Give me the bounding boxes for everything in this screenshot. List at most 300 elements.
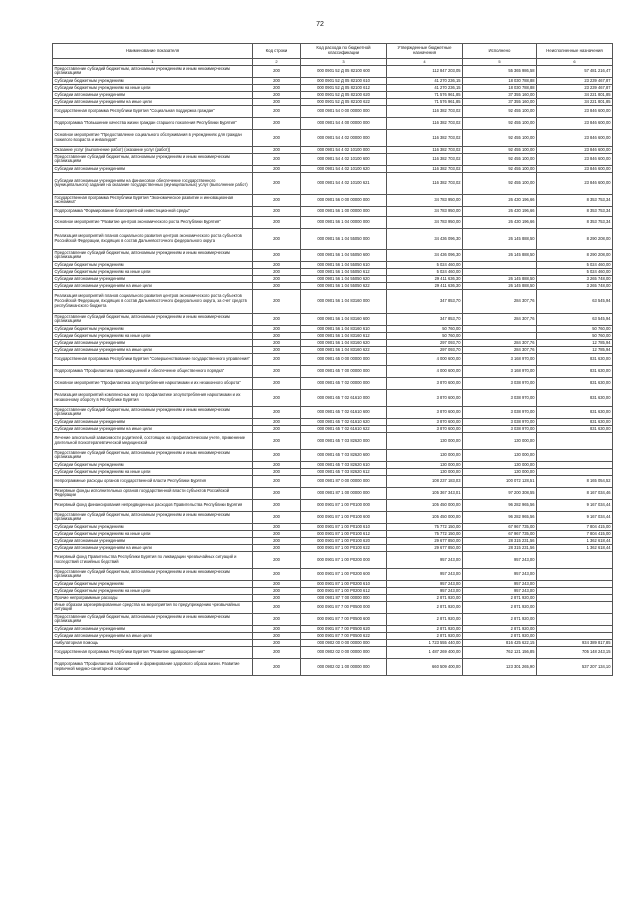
row-remaining: 5 024 460,00 bbox=[537, 268, 613, 275]
row-approved: 29 677 850,00 bbox=[387, 537, 463, 544]
row-remaining bbox=[537, 461, 613, 468]
row-remaining: 23 239 467,87 bbox=[537, 77, 613, 84]
row-name: Субсидии автономным учреждениям bbox=[53, 537, 253, 544]
row-name: Предоставление субсидий бюджетным, автономным учреждениям и иным некоммерческим организациям bbox=[53, 65, 253, 77]
table-row bbox=[53, 418, 613, 425]
row-name: Подпрограмма "Профилактика правонарушений и обеспечение общественного порядка" bbox=[53, 365, 253, 377]
row-executed bbox=[463, 261, 537, 268]
column-number: 6 bbox=[537, 59, 613, 66]
table-row bbox=[53, 172, 613, 194]
table-row bbox=[53, 228, 613, 249]
row-line-code: 200 bbox=[253, 289, 301, 313]
row-remaining: 8 165 054,52 bbox=[537, 475, 613, 487]
row-executed: 92 455 100,00 bbox=[463, 172, 537, 194]
row-line-code: 200 bbox=[253, 105, 301, 117]
row-name: Иные образом зарезервированные средства на мероприятия по предупреждению чрезвычайных ситуаций bbox=[53, 601, 253, 613]
row-line-code: 200 bbox=[253, 511, 301, 523]
row-approved: 34 783 950,00 bbox=[387, 194, 463, 206]
row-executed: 2 871 920,00 bbox=[463, 594, 537, 601]
row-line-code: 200 bbox=[253, 639, 301, 646]
row-approved: 34 436 096,30 bbox=[387, 249, 463, 261]
table-row bbox=[53, 346, 613, 353]
table-row bbox=[53, 275, 613, 282]
row-budget-code: 000 0901 56 1 04 83160 620 bbox=[301, 339, 387, 346]
row-approved: 29 411 636,30 bbox=[387, 282, 463, 289]
row-executed: 26 145 888,50 bbox=[463, 228, 537, 249]
row-remaining bbox=[537, 601, 613, 613]
row-name: Предоставление субсидий бюджетным, автономным учреждениям и иным некоммерческим организациям bbox=[53, 406, 253, 418]
row-executed: 2 871 920,00 bbox=[463, 613, 537, 625]
row-name: Субсидии автономным учреждениям на иные цели bbox=[53, 425, 253, 432]
row-executed: 26 145 888,50 bbox=[463, 282, 537, 289]
row-approved: 75 772 150,00 bbox=[387, 523, 463, 530]
row-approved: 1 723 555 440,00 bbox=[387, 639, 463, 646]
row-approved: 71 576 961,85 bbox=[387, 91, 463, 98]
row-name: Предоставление субсидий бюджетным, автономным учреждениям и иным некоммерческим организациям bbox=[53, 249, 253, 261]
table-row bbox=[53, 206, 613, 216]
row-budget-code: 000 0901 54 4 00 00000 000 bbox=[301, 117, 387, 129]
row-budget-code: 000 0902 00 0 00 00000 000 bbox=[301, 639, 387, 646]
row-budget-code: 000 0901 54 4 02 10100 620 bbox=[301, 165, 387, 172]
row-approved: 116 382 703,02 bbox=[387, 117, 463, 129]
row-line-code: 200 bbox=[253, 551, 301, 568]
row-remaining: 831 630,00 bbox=[537, 365, 613, 377]
row-budget-code: 000 0901 54 4 02 00000 000 bbox=[301, 129, 387, 146]
row-remaining bbox=[537, 568, 613, 580]
row-name: Основное мероприятие "Профилактика злоупотребления наркотиками и их незаконного оборота" bbox=[53, 377, 253, 389]
column-number-row bbox=[53, 59, 613, 66]
row-budget-code: 000 0901 54 4 02 10100 000 bbox=[301, 146, 387, 153]
row-budget-code: 000 0901 87 1 00 Р0200 600 bbox=[301, 568, 387, 580]
row-budget-code: 000 0901 56 1 04 55050 610 bbox=[301, 261, 387, 268]
row-executed: 26 430 196,66 bbox=[463, 194, 537, 206]
row-remaining: 3 265 748,00 bbox=[537, 275, 613, 282]
row-budget-code: 000 0901 87 1 00 Р0100 600 bbox=[301, 511, 387, 523]
row-executed: 97 200 308,55 bbox=[463, 487, 537, 499]
row-name: Реализация мероприятий планов социального развития центров экономического роста субъектов Российской Федерации, входящих в состав Дальневосточного федерального округа, за счет средств республиканского бюджета bbox=[53, 289, 253, 313]
row-name: Субсидии бюджетным учреждениям bbox=[53, 523, 253, 530]
row-approved: 130 000,00 bbox=[387, 468, 463, 475]
table-row bbox=[53, 551, 613, 568]
row-budget-code: 000 0901 87 7 00 Р0500 000 bbox=[301, 601, 387, 613]
row-budget-code: 000 0901 52 Д 05 82100 622 bbox=[301, 98, 387, 105]
row-line-code: 200 bbox=[253, 389, 301, 406]
row-approved: 105 367 343,01 bbox=[387, 487, 463, 499]
row-approved: 108 237 183,03 bbox=[387, 475, 463, 487]
row-executed: 28 315 231,56 bbox=[463, 537, 537, 544]
row-approved: 5 024 460,00 bbox=[387, 268, 463, 275]
table-row bbox=[53, 377, 613, 389]
row-budget-code: 000 0901 87 7 00 Р0500 622 bbox=[301, 632, 387, 639]
row-executed: 67 967 735,00 bbox=[463, 530, 537, 537]
row-executed: 957 243,00 bbox=[463, 551, 537, 568]
row-line-code: 200 bbox=[253, 461, 301, 468]
row-executed: 96 282 965,56 bbox=[463, 499, 537, 511]
row-remaining: 23 846 600,00 bbox=[537, 105, 613, 117]
row-remaining: 23 239 467,87 bbox=[537, 84, 613, 91]
table-row bbox=[53, 406, 613, 418]
row-line-code: 200 bbox=[253, 98, 301, 105]
row-budget-code: 000 0901 87 1 00 Р0100 610 bbox=[301, 523, 387, 530]
table-row bbox=[53, 468, 613, 475]
table-row bbox=[53, 117, 613, 129]
row-budget-code: 000 0901 65 7 00 00000 000 bbox=[301, 365, 387, 377]
table-row bbox=[53, 165, 613, 172]
row-approved: 347 853,70 bbox=[387, 313, 463, 325]
table-row bbox=[53, 146, 613, 153]
table-row bbox=[53, 632, 613, 639]
table-row bbox=[53, 194, 613, 206]
row-remaining bbox=[537, 587, 613, 594]
row-executed: 816 425 622,15 bbox=[463, 639, 537, 646]
table-row bbox=[53, 129, 613, 146]
row-line-code: 200 bbox=[253, 658, 301, 675]
table-body bbox=[53, 65, 613, 675]
row-executed: 762 121 156,85 bbox=[463, 646, 537, 658]
row-approved: 4 000 600,00 bbox=[387, 353, 463, 365]
table-row bbox=[53, 84, 613, 91]
row-remaining: 8 353 753,34 bbox=[537, 206, 613, 216]
row-remaining: 831 630,00 bbox=[537, 406, 613, 418]
row-line-code: 200 bbox=[253, 632, 301, 639]
row-approved: 957 243,00 bbox=[387, 580, 463, 587]
row-budget-code: 000 0901 87 0 00 00000 000 bbox=[301, 475, 387, 487]
row-executed: 2 871 920,00 bbox=[463, 632, 537, 639]
row-approved: 2 871 920,00 bbox=[387, 594, 463, 601]
row-executed bbox=[463, 325, 537, 332]
row-name: Подпрограмма "Повышение качества жизни граждан старшего поколения Республики Бурятия" bbox=[53, 117, 253, 129]
row-budget-code: 000 0901 65 7 02 00000 000 bbox=[301, 377, 387, 389]
table-row bbox=[53, 389, 613, 406]
table-row bbox=[53, 261, 613, 268]
row-budget-code: 000 0902 02 0 00 00000 000 bbox=[301, 646, 387, 658]
row-line-code: 200 bbox=[253, 165, 301, 172]
row-budget-code: 000 0901 56 1 04 83160 000 bbox=[301, 289, 387, 313]
row-budget-code: 000 0901 56 1 00 00000 000 bbox=[301, 206, 387, 216]
row-name: Предоставление субсидий бюджетным, автономным учреждениям и иным некоммерческим организациям bbox=[53, 153, 253, 165]
table-row bbox=[53, 658, 613, 675]
header-budget-code: Код расхода по бюджетной классификации bbox=[301, 44, 387, 59]
table-row bbox=[53, 105, 613, 117]
table-row bbox=[53, 65, 613, 77]
row-remaining: 831 630,00 bbox=[537, 418, 613, 425]
row-approved: 297 093,70 bbox=[387, 346, 463, 353]
row-line-code: 200 bbox=[253, 587, 301, 594]
column-number: 2 bbox=[253, 59, 301, 66]
row-remaining: 3 265 748,00 bbox=[537, 282, 613, 289]
table-row bbox=[53, 432, 613, 449]
row-line-code: 200 bbox=[253, 625, 301, 632]
row-remaining: 8 167 034,46 bbox=[537, 487, 613, 499]
row-approved: 3 870 600,00 bbox=[387, 425, 463, 432]
row-name: Оказание услуг (выполнение работ) (оказание услуг (работ)) bbox=[53, 146, 253, 153]
row-name: Основное мероприятие "Развитие центров экономического роста Республики Бурятия" bbox=[53, 216, 253, 228]
row-budget-code: 000 0901 56 1 04 83160 612 bbox=[301, 332, 387, 339]
table-header-row bbox=[53, 44, 613, 59]
row-line-code: 200 bbox=[253, 406, 301, 418]
row-name: Прочие непрограммные расходы bbox=[53, 594, 253, 601]
row-remaining: 8 290 208,00 bbox=[537, 228, 613, 249]
row-name: Субсидии бюджетным учреждениям bbox=[53, 261, 253, 268]
row-executed: 92 455 100,00 bbox=[463, 117, 537, 129]
table-row bbox=[53, 339, 613, 346]
row-line-code: 200 bbox=[253, 194, 301, 206]
table-row bbox=[53, 153, 613, 165]
table-row bbox=[53, 499, 613, 511]
row-name: Субсидии бюджетным учреждениям bbox=[53, 580, 253, 587]
row-name: Субсидии автономным учреждениям на финансовое обеспечение государственного (муниципального) задания на оказание государственных (муниципальных) услуг (выполнение работ) bbox=[53, 172, 253, 194]
row-executed: 92 455 100,00 bbox=[463, 129, 537, 146]
row-name: Государственная программа Республики Бурятия "Совершенствование государственного управления" bbox=[53, 353, 253, 365]
row-line-code: 200 bbox=[253, 468, 301, 475]
row-line-code: 200 bbox=[253, 544, 301, 551]
row-budget-code: 000 0901 65 7 03 82620 000 bbox=[301, 432, 387, 449]
row-name: Государственная программа Республики Бурятия "Социальная поддержка граждан" bbox=[53, 105, 253, 117]
row-remaining: 537 207 134,10 bbox=[537, 658, 613, 675]
row-budget-code: 000 0901 65 7 03 82620 600 bbox=[301, 449, 387, 461]
row-budget-code: 000 0901 87 7 00 Р0500 600 bbox=[301, 613, 387, 625]
row-budget-code: 000 0901 87 1 00 00000 000 bbox=[301, 487, 387, 499]
row-budget-code: 000 0901 56 1 04 55050 612 bbox=[301, 268, 387, 275]
row-approved: 116 382 703,02 bbox=[387, 146, 463, 153]
row-line-code: 200 bbox=[253, 530, 301, 537]
row-budget-code: 000 0901 87 1 00 Р0100 622 bbox=[301, 544, 387, 551]
row-remaining: 1 362 618,44 bbox=[537, 537, 613, 544]
row-line-code: 200 bbox=[253, 282, 301, 289]
row-remaining: 9 167 034,44 bbox=[537, 511, 613, 523]
row-remaining bbox=[537, 432, 613, 449]
row-line-code: 200 bbox=[253, 568, 301, 580]
table-row bbox=[53, 313, 613, 325]
row-executed: 26 145 888,50 bbox=[463, 275, 537, 282]
row-name: Предоставление субсидий бюджетным, автономным учреждениям и иным некоммерческим организациям bbox=[53, 511, 253, 523]
row-remaining bbox=[537, 580, 613, 587]
row-line-code: 200 bbox=[253, 594, 301, 601]
row-executed: 37 355 160,00 bbox=[463, 98, 537, 105]
row-executed: 28 315 231,56 bbox=[463, 544, 537, 551]
row-executed: 957 243,00 bbox=[463, 568, 537, 580]
row-name: Субсидии автономным учреждениям на иные цели bbox=[53, 632, 253, 639]
row-name: Субсидии автономным учреждениям на иные цели bbox=[53, 346, 253, 353]
row-approved: 2 871 920,00 bbox=[387, 613, 463, 625]
row-executed: 3 038 970,00 bbox=[463, 389, 537, 406]
table-row bbox=[53, 365, 613, 377]
row-executed: 3 168 970,00 bbox=[463, 353, 537, 365]
row-remaining: 50 760,00 bbox=[537, 332, 613, 339]
row-line-code: 200 bbox=[253, 172, 301, 194]
row-approved: 130 000,00 bbox=[387, 449, 463, 461]
column-number: 3 bbox=[301, 59, 387, 66]
row-budget-code: 000 0901 65 7 02 61610 622 bbox=[301, 425, 387, 432]
row-budget-code: 000 0901 65 7 02 61610 000 bbox=[301, 389, 387, 406]
table-row bbox=[53, 282, 613, 289]
row-executed bbox=[463, 332, 537, 339]
row-remaining: 9 167 034,44 bbox=[537, 499, 613, 511]
row-remaining bbox=[537, 551, 613, 568]
row-line-code: 200 bbox=[253, 365, 301, 377]
row-name: Предоставление субсидий бюджетным, автономным учреждениям и иным некоммерческим организациям bbox=[53, 568, 253, 580]
row-approved: 3 870 600,00 bbox=[387, 377, 463, 389]
row-budget-code: 000 0902 02 1 00 00000 000 bbox=[301, 658, 387, 675]
row-approved: 29 677 850,00 bbox=[387, 544, 463, 551]
row-executed: 18 030 788,88 bbox=[463, 77, 537, 84]
row-executed bbox=[463, 268, 537, 275]
table-row bbox=[53, 646, 613, 658]
table-row bbox=[53, 594, 613, 601]
row-approved: 105 450 000,00 bbox=[387, 511, 463, 523]
row-approved: 957 243,00 bbox=[387, 587, 463, 594]
row-approved: 34 436 096,30 bbox=[387, 228, 463, 249]
header-line-code: Код строки bbox=[253, 44, 301, 59]
row-executed: 100 072 128,51 bbox=[463, 475, 537, 487]
row-executed: 26 430 196,66 bbox=[463, 216, 537, 228]
row-name: Основное мероприятие "Предоставление социального обслуживания в учреждениях для граждан пожилого возраста и инвалидов" bbox=[53, 129, 253, 146]
row-remaining bbox=[537, 625, 613, 632]
row-approved: 957 243,00 bbox=[387, 551, 463, 568]
row-line-code: 200 bbox=[253, 228, 301, 249]
row-budget-code: 000 0901 56 1 04 55050 622 bbox=[301, 282, 387, 289]
table-row bbox=[53, 461, 613, 468]
row-executed: 96 282 965,56 bbox=[463, 511, 537, 523]
row-name: Субсидии бюджетным учреждениям bbox=[53, 325, 253, 332]
row-line-code: 200 bbox=[253, 129, 301, 146]
row-name: Субсидии бюджетным учреждениям bbox=[53, 461, 253, 468]
row-executed: 284 307,76 bbox=[463, 339, 537, 346]
row-approved: 116 382 703,02 bbox=[387, 105, 463, 117]
row-approved: 116 382 703,02 bbox=[387, 153, 463, 165]
row-line-code: 200 bbox=[253, 353, 301, 365]
row-budget-code: 000 0901 65 7 02 61610 600 bbox=[301, 406, 387, 418]
row-line-code: 200 bbox=[253, 332, 301, 339]
row-line-code: 200 bbox=[253, 153, 301, 165]
row-remaining: 831 630,00 bbox=[537, 377, 613, 389]
table-row bbox=[53, 353, 613, 365]
row-approved: 116 382 703,02 bbox=[387, 129, 463, 146]
table-row bbox=[53, 475, 613, 487]
row-budget-code: 000 0901 54 4 02 10100 600 bbox=[301, 153, 387, 165]
row-line-code: 200 bbox=[253, 346, 301, 353]
row-approved: 41 270 236,15 bbox=[387, 77, 463, 84]
table-row bbox=[53, 601, 613, 613]
row-line-code: 200 bbox=[253, 261, 301, 268]
row-remaining: 831 630,00 bbox=[537, 353, 613, 365]
row-executed: 2 871 920,00 bbox=[463, 601, 537, 613]
row-budget-code: 000 0901 52 Д 05 82100 610 bbox=[301, 77, 387, 84]
row-budget-code: 000 0901 56 1 04 83160 600 bbox=[301, 313, 387, 325]
row-line-code: 200 bbox=[253, 646, 301, 658]
row-approved: 3 870 600,00 bbox=[387, 418, 463, 425]
row-name: Субсидии автономным учреждениям на иные цели bbox=[53, 282, 253, 289]
row-approved: 105 450 000,00 bbox=[387, 499, 463, 511]
row-approved: 5 024 460,00 bbox=[387, 261, 463, 268]
row-line-code: 200 bbox=[253, 268, 301, 275]
row-name: Субсидии автономным учреждениям bbox=[53, 625, 253, 632]
table-row bbox=[53, 613, 613, 625]
table-row bbox=[53, 268, 613, 275]
row-remaining bbox=[537, 613, 613, 625]
row-line-code: 200 bbox=[253, 249, 301, 261]
row-budget-code: 000 0901 52 Д 05 82100 600 bbox=[301, 65, 387, 77]
row-remaining: 831 630,00 bbox=[537, 389, 613, 406]
table-row bbox=[53, 523, 613, 530]
row-line-code: 200 bbox=[253, 84, 301, 91]
row-approved: 130 000,00 bbox=[387, 461, 463, 468]
row-remaining: 23 846 600,00 bbox=[537, 153, 613, 165]
row-executed: 284 307,76 bbox=[463, 313, 537, 325]
row-line-code: 200 bbox=[253, 146, 301, 153]
row-name: Подпрограмма "Профилактика заболеваний и формирование здорового образа жизни. Развитие первичной медико-санитарной помощи" bbox=[53, 658, 253, 675]
row-line-code: 200 bbox=[253, 216, 301, 228]
row-line-code: 200 bbox=[253, 275, 301, 282]
row-name: Субсидии бюджетным учреждениям на иные цели bbox=[53, 332, 253, 339]
row-name: Предоставление субсидий бюджетным, автономным учреждениям и иным некоммерческим организациям bbox=[53, 613, 253, 625]
row-budget-code: 000 0901 87 7 00 Р0500 620 bbox=[301, 625, 387, 632]
row-name: Субсидии бюджетным учреждениям на иные цели bbox=[53, 268, 253, 275]
row-remaining: 50 760,00 bbox=[537, 325, 613, 332]
row-remaining: 23 846 600,00 bbox=[537, 146, 613, 153]
row-remaining: 5 024 460,00 bbox=[537, 261, 613, 268]
row-budget-code: 000 0901 54 4 02 10100 621 bbox=[301, 172, 387, 194]
row-line-code: 200 bbox=[253, 117, 301, 129]
row-remaining: 705 148 243,15 bbox=[537, 646, 613, 658]
row-remaining: 23 846 600,00 bbox=[537, 117, 613, 129]
row-executed: 284 307,76 bbox=[463, 289, 537, 313]
row-name: Лечение алкогольной зависимости родителей, состоящих на профилактическом учете, применение длительной психотерапевтической медицинской bbox=[53, 432, 253, 449]
table-row bbox=[53, 639, 613, 646]
row-budget-code: 000 0901 56 1 04 55050 000 bbox=[301, 228, 387, 249]
row-executed: 26 145 888,50 bbox=[463, 249, 537, 261]
row-budget-code: 000 0901 56 1 04 00000 000 bbox=[301, 216, 387, 228]
budget-execution-table bbox=[52, 43, 613, 676]
table-row bbox=[53, 537, 613, 544]
column-number: 5 bbox=[463, 59, 537, 66]
row-name: Резервный фонд финансирования непредвиденных расходов Правительства Республики Бурятия bbox=[53, 499, 253, 511]
row-remaining: 23 846 600,00 bbox=[537, 172, 613, 194]
row-executed: 2 871 920,00 bbox=[463, 625, 537, 632]
row-line-code: 200 bbox=[253, 418, 301, 425]
row-remaining: 12 785,94 bbox=[537, 339, 613, 346]
row-name: Реализация мероприятий комплексных мер по профилактике злоупотребления наркотиками и их незаконному обороту в Республике Бурятия bbox=[53, 389, 253, 406]
row-budget-code: 000 0901 65 7 03 82620 612 bbox=[301, 468, 387, 475]
row-executed: 957 243,00 bbox=[463, 580, 537, 587]
row-name: Государственная программа Республики Бурятия "Развитие здравоохранения" bbox=[53, 646, 253, 658]
row-remaining: 57 481 216,47 bbox=[537, 65, 613, 77]
row-approved: 34 783 950,00 bbox=[387, 216, 463, 228]
row-executed: 3 038 970,00 bbox=[463, 406, 537, 418]
row-executed: 3 038 970,00 bbox=[463, 425, 537, 432]
row-approved: 2 871 920,00 bbox=[387, 632, 463, 639]
row-approved: 116 382 703,02 bbox=[387, 165, 463, 172]
row-approved: 4 000 600,00 bbox=[387, 365, 463, 377]
row-remaining: 12 785,94 bbox=[537, 346, 613, 353]
row-name: Резервный фонд Правительства Республики Бурятия по ликвидации чрезвычайных ситуаций и последствий стихийных бедствий bbox=[53, 551, 253, 568]
row-approved: 116 382 703,02 bbox=[387, 172, 463, 194]
row-executed: 67 967 735,00 bbox=[463, 523, 537, 530]
row-executed: 92 455 100,00 bbox=[463, 105, 537, 117]
row-name: Субсидии автономным учреждениям bbox=[53, 91, 253, 98]
row-budget-code: 000 0901 56 1 04 83160 610 bbox=[301, 325, 387, 332]
row-approved: 1 487 269 400,00 bbox=[387, 646, 463, 658]
row-line-code: 200 bbox=[253, 487, 301, 499]
row-budget-code: 000 0901 87 1 00 Р0100 612 bbox=[301, 530, 387, 537]
row-name: Субсидии бюджетным учреждениям на иные цели bbox=[53, 84, 253, 91]
row-name: Государственная программа Республики Бурятия "Экономическое развитие и инновационная экономика" bbox=[53, 194, 253, 206]
row-name: Субсидии бюджетным учреждениям на иные цели bbox=[53, 530, 253, 537]
row-executed: 92 455 100,00 bbox=[463, 165, 537, 172]
row-name: Субсидии бюджетным учреждениям на иные цели bbox=[53, 587, 253, 594]
row-name: Субсидии автономным учреждениям на иные цели bbox=[53, 98, 253, 105]
table-row bbox=[53, 587, 613, 594]
